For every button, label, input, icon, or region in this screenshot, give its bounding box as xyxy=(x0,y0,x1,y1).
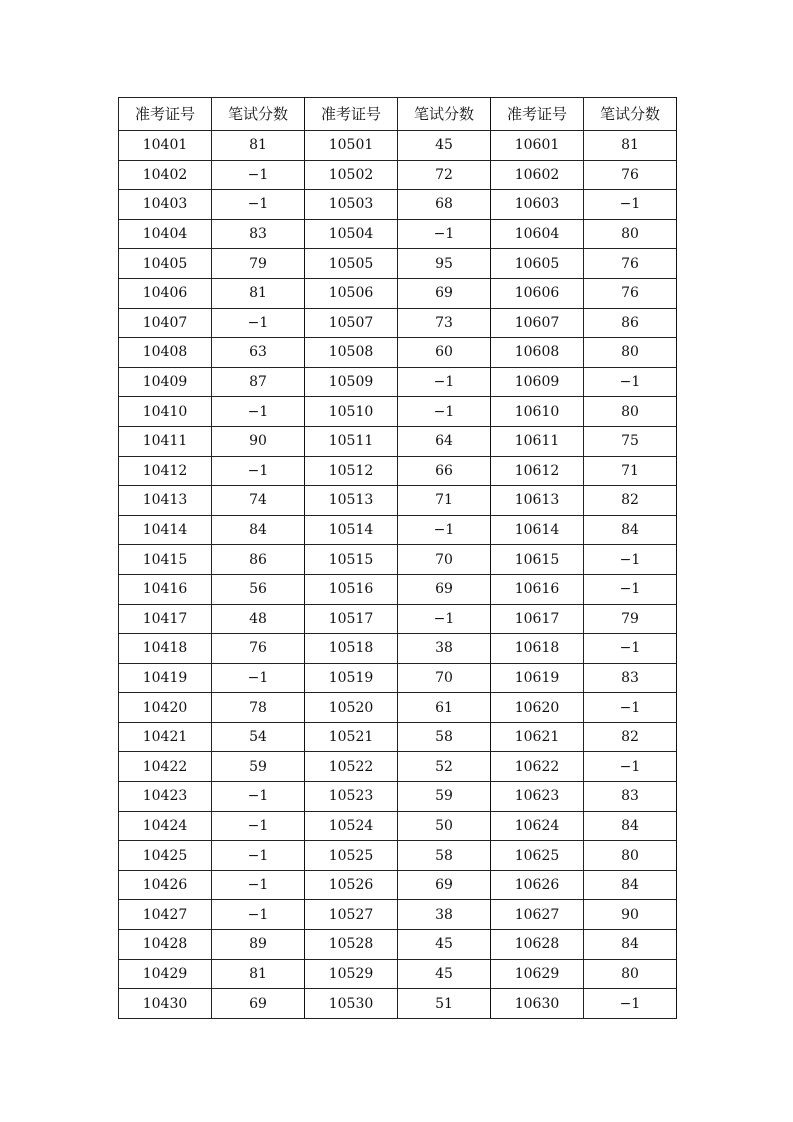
exam-id-cell: 10515 xyxy=(305,545,398,575)
written-score-cell: 84 xyxy=(584,870,677,900)
exam-id-cell: 10529 xyxy=(305,959,398,989)
exam-id-cell: 10421 xyxy=(119,722,212,752)
exam-id-cell: 10427 xyxy=(119,900,212,930)
written-score-cell: 64 xyxy=(398,426,491,456)
exam-id-cell: 10618 xyxy=(491,634,584,664)
exam-id-cell: 10518 xyxy=(305,634,398,664)
exam-id-cell: 10404 xyxy=(119,219,212,249)
written-score-cell: 80 xyxy=(584,338,677,368)
exam-id-cell: 10516 xyxy=(305,574,398,604)
exam-id-cell: 10428 xyxy=(119,930,212,960)
written-score-cell: −1 xyxy=(584,752,677,782)
table-row xyxy=(119,782,677,812)
table-row xyxy=(119,930,677,960)
exam-id-cell: 10610 xyxy=(491,397,584,427)
table-row xyxy=(119,900,677,930)
exam-id-cell: 10419 xyxy=(119,663,212,693)
written-score-cell: 45 xyxy=(398,959,491,989)
exam-id-cell: 10508 xyxy=(305,338,398,368)
table-row xyxy=(119,989,677,1019)
exam-id-cell: 10628 xyxy=(491,930,584,960)
table-row xyxy=(119,545,677,575)
exam-id-cell: 10617 xyxy=(491,604,584,634)
written-score-cell: −1 xyxy=(212,811,305,841)
exam-id-cell: 10405 xyxy=(119,249,212,279)
written-score-cell: 68 xyxy=(398,190,491,220)
exam-id-cell: 10608 xyxy=(491,338,584,368)
written-score-cell: 70 xyxy=(398,663,491,693)
exam-id-cell: 10520 xyxy=(305,693,398,723)
written-score-cell: 75 xyxy=(584,426,677,456)
exam-id-cell: 10513 xyxy=(305,486,398,516)
exam-id-cell: 10416 xyxy=(119,574,212,604)
exam-id-cell: 10510 xyxy=(305,397,398,427)
written-score-cell: 50 xyxy=(398,811,491,841)
table-row xyxy=(119,663,677,693)
exam-id-cell: 10613 xyxy=(491,486,584,516)
written-score-cell: −1 xyxy=(212,900,305,930)
exam-id-cell: 10527 xyxy=(305,900,398,930)
exam-id-cell: 10403 xyxy=(119,190,212,220)
exam-id-cell: 10512 xyxy=(305,456,398,486)
written-score-cell: −1 xyxy=(398,604,491,634)
exam-id-cell: 10625 xyxy=(491,841,584,871)
written-score-cell: 73 xyxy=(398,308,491,338)
exam-id-cell: 10420 xyxy=(119,693,212,723)
written-score-cell: 84 xyxy=(212,515,305,545)
exam-id-cell: 10430 xyxy=(119,989,212,1019)
written-score-cell: 63 xyxy=(212,338,305,368)
exam-id-cell: 10514 xyxy=(305,515,398,545)
table-row xyxy=(119,959,677,989)
exam-id-cell: 10415 xyxy=(119,545,212,575)
written-score-cell: 80 xyxy=(584,219,677,249)
written-score-cell: 56 xyxy=(212,574,305,604)
written-score-cell: −1 xyxy=(584,989,677,1019)
written-score-cell: 82 xyxy=(584,722,677,752)
exam-id-cell: 10604 xyxy=(491,219,584,249)
written-score-cell: 78 xyxy=(212,693,305,723)
exam-id-cell: 10507 xyxy=(305,308,398,338)
exam-id-cell: 10526 xyxy=(305,870,398,900)
header-exam-id: 准考证号 xyxy=(491,98,584,131)
table-row xyxy=(119,634,677,664)
exam-id-cell: 10506 xyxy=(305,278,398,308)
exam-id-cell: 10525 xyxy=(305,841,398,871)
exam-id-cell: 10614 xyxy=(491,515,584,545)
written-score-cell: 71 xyxy=(398,486,491,516)
written-score-cell: 51 xyxy=(398,989,491,1019)
written-score-cell: 86 xyxy=(584,308,677,338)
written-score-cell: 76 xyxy=(584,249,677,279)
written-score-cell: 74 xyxy=(212,486,305,516)
exam-id-cell: 10624 xyxy=(491,811,584,841)
exam-id-cell: 10521 xyxy=(305,722,398,752)
written-score-cell: 48 xyxy=(212,604,305,634)
exam-id-cell: 10630 xyxy=(491,989,584,1019)
exam-id-cell: 10603 xyxy=(491,190,584,220)
table-row xyxy=(119,574,677,604)
exam-id-cell: 10619 xyxy=(491,663,584,693)
exam-id-cell: 10502 xyxy=(305,160,398,190)
written-score-cell: 84 xyxy=(584,811,677,841)
written-score-cell: 45 xyxy=(398,131,491,161)
header-exam-id: 准考证号 xyxy=(119,98,212,131)
written-score-cell: −1 xyxy=(398,219,491,249)
written-score-cell: 69 xyxy=(398,278,491,308)
table-row xyxy=(119,160,677,190)
exam-id-cell: 10407 xyxy=(119,308,212,338)
written-score-cell: 58 xyxy=(398,841,491,871)
exam-id-cell: 10501 xyxy=(305,131,398,161)
written-score-cell: 90 xyxy=(584,900,677,930)
exam-id-cell: 10412 xyxy=(119,456,212,486)
written-score-cell: −1 xyxy=(212,308,305,338)
exam-id-cell: 10402 xyxy=(119,160,212,190)
written-score-cell: 76 xyxy=(584,160,677,190)
written-score-cell: 81 xyxy=(212,131,305,161)
exam-id-cell: 10408 xyxy=(119,338,212,368)
table-header xyxy=(119,98,677,131)
table-row xyxy=(119,722,677,752)
exam-id-cell: 10406 xyxy=(119,278,212,308)
written-score-cell: −1 xyxy=(212,160,305,190)
exam-id-cell: 10429 xyxy=(119,959,212,989)
exam-id-cell: 10612 xyxy=(491,456,584,486)
table-row xyxy=(119,190,677,220)
header-row xyxy=(119,98,677,131)
written-score-cell: −1 xyxy=(584,574,677,604)
written-score-cell: 83 xyxy=(212,219,305,249)
exam-id-cell: 10519 xyxy=(305,663,398,693)
exam-id-cell: 10605 xyxy=(491,249,584,279)
written-score-cell: 84 xyxy=(584,930,677,960)
exam-id-cell: 10418 xyxy=(119,634,212,664)
written-score-cell: 71 xyxy=(584,456,677,486)
table-row xyxy=(119,486,677,516)
header-written-score: 笔试分数 xyxy=(212,98,305,131)
table-row xyxy=(119,249,677,279)
written-score-cell: −1 xyxy=(212,782,305,812)
exam-id-cell: 10409 xyxy=(119,367,212,397)
written-score-cell: −1 xyxy=(212,190,305,220)
table-body xyxy=(119,131,677,1019)
written-score-cell: 89 xyxy=(212,930,305,960)
exam-id-cell: 10522 xyxy=(305,752,398,782)
exam-id-cell: 10401 xyxy=(119,131,212,161)
table-row xyxy=(119,604,677,634)
written-score-cell: −1 xyxy=(212,870,305,900)
table-row xyxy=(119,693,677,723)
written-score-cell: 69 xyxy=(398,574,491,604)
written-score-cell: −1 xyxy=(584,693,677,723)
written-score-cell: −1 xyxy=(584,367,677,397)
written-score-cell: 54 xyxy=(212,722,305,752)
exam-id-cell: 10606 xyxy=(491,278,584,308)
exam-id-cell: 10422 xyxy=(119,752,212,782)
written-score-cell: 38 xyxy=(398,634,491,664)
table-row xyxy=(119,515,677,545)
written-score-cell: 83 xyxy=(584,782,677,812)
exam-id-cell: 10509 xyxy=(305,367,398,397)
exam-id-cell: 10621 xyxy=(491,722,584,752)
table-row xyxy=(119,811,677,841)
written-score-cell: −1 xyxy=(212,663,305,693)
written-score-cell: 81 xyxy=(212,959,305,989)
table-row xyxy=(119,752,677,782)
header-written-score: 笔试分数 xyxy=(398,98,491,131)
written-score-cell: 66 xyxy=(398,456,491,486)
exam-id-cell: 10528 xyxy=(305,930,398,960)
written-score-cell: −1 xyxy=(398,515,491,545)
exam-id-cell: 10413 xyxy=(119,486,212,516)
exam-id-cell: 10530 xyxy=(305,989,398,1019)
written-score-cell: 90 xyxy=(212,426,305,456)
written-score-cell: 60 xyxy=(398,338,491,368)
written-score-cell: 84 xyxy=(584,515,677,545)
header-exam-id: 准考证号 xyxy=(305,98,398,131)
written-score-cell: −1 xyxy=(212,397,305,427)
exam-id-cell: 10607 xyxy=(491,308,584,338)
table-row xyxy=(119,870,677,900)
written-score-cell: −1 xyxy=(212,456,305,486)
written-score-cell: 80 xyxy=(584,841,677,871)
exam-id-cell: 10417 xyxy=(119,604,212,634)
exam-id-cell: 10414 xyxy=(119,515,212,545)
exam-id-cell: 10424 xyxy=(119,811,212,841)
written-score-cell: 80 xyxy=(584,959,677,989)
written-score-cell: 45 xyxy=(398,930,491,960)
table-row xyxy=(119,219,677,249)
table-row xyxy=(119,426,677,456)
written-score-cell: 81 xyxy=(212,278,305,308)
exam-id-cell: 10426 xyxy=(119,870,212,900)
exam-id-cell: 10524 xyxy=(305,811,398,841)
written-score-cell: 59 xyxy=(398,782,491,812)
written-score-cell: −1 xyxy=(212,841,305,871)
exam-id-cell: 10411 xyxy=(119,426,212,456)
written-score-cell: 83 xyxy=(584,663,677,693)
table-row xyxy=(119,278,677,308)
written-score-cell: −1 xyxy=(398,397,491,427)
score-table xyxy=(118,97,677,1019)
written-score-cell: 70 xyxy=(398,545,491,575)
exam-id-cell: 10504 xyxy=(305,219,398,249)
written-score-cell: 95 xyxy=(398,249,491,279)
written-score-cell: 72 xyxy=(398,160,491,190)
table-row xyxy=(119,456,677,486)
exam-id-cell: 10523 xyxy=(305,782,398,812)
written-score-cell: −1 xyxy=(398,367,491,397)
exam-id-cell: 10611 xyxy=(491,426,584,456)
written-score-cell: 52 xyxy=(398,752,491,782)
exam-id-cell: 10503 xyxy=(305,190,398,220)
written-score-cell: 61 xyxy=(398,693,491,723)
exam-id-cell: 10423 xyxy=(119,782,212,812)
written-score-cell: −1 xyxy=(584,545,677,575)
exam-id-cell: 10511 xyxy=(305,426,398,456)
exam-id-cell: 10627 xyxy=(491,900,584,930)
exam-id-cell: 10622 xyxy=(491,752,584,782)
written-score-cell: 76 xyxy=(212,634,305,664)
exam-id-cell: 10629 xyxy=(491,959,584,989)
exam-id-cell: 10602 xyxy=(491,160,584,190)
exam-id-cell: 10410 xyxy=(119,397,212,427)
table-row xyxy=(119,131,677,161)
written-score-cell: 69 xyxy=(212,989,305,1019)
table-row xyxy=(119,338,677,368)
written-score-cell: 82 xyxy=(584,486,677,516)
written-score-cell: −1 xyxy=(584,190,677,220)
exam-id-cell: 10626 xyxy=(491,870,584,900)
exam-id-cell: 10505 xyxy=(305,249,398,279)
table-row xyxy=(119,367,677,397)
written-score-cell: 87 xyxy=(212,367,305,397)
written-score-cell: 59 xyxy=(212,752,305,782)
written-score-cell: 80 xyxy=(584,397,677,427)
exam-id-cell: 10425 xyxy=(119,841,212,871)
exam-id-cell: 10601 xyxy=(491,131,584,161)
written-score-cell: 76 xyxy=(584,278,677,308)
written-score-cell: 69 xyxy=(398,870,491,900)
written-score-cell: 81 xyxy=(584,131,677,161)
written-score-cell: −1 xyxy=(584,634,677,664)
table-row xyxy=(119,308,677,338)
written-score-cell: 58 xyxy=(398,722,491,752)
written-score-cell: 86 xyxy=(212,545,305,575)
exam-id-cell: 10615 xyxy=(491,545,584,575)
written-score-cell: 38 xyxy=(398,900,491,930)
header-written-score: 笔试分数 xyxy=(584,98,677,131)
table-row xyxy=(119,397,677,427)
table-row xyxy=(119,841,677,871)
exam-id-cell: 10517 xyxy=(305,604,398,634)
exam-id-cell: 10623 xyxy=(491,782,584,812)
exam-id-cell: 10620 xyxy=(491,693,584,723)
exam-id-cell: 10609 xyxy=(491,367,584,397)
written-score-cell: 79 xyxy=(212,249,305,279)
written-score-cell: 79 xyxy=(584,604,677,634)
exam-id-cell: 10616 xyxy=(491,574,584,604)
